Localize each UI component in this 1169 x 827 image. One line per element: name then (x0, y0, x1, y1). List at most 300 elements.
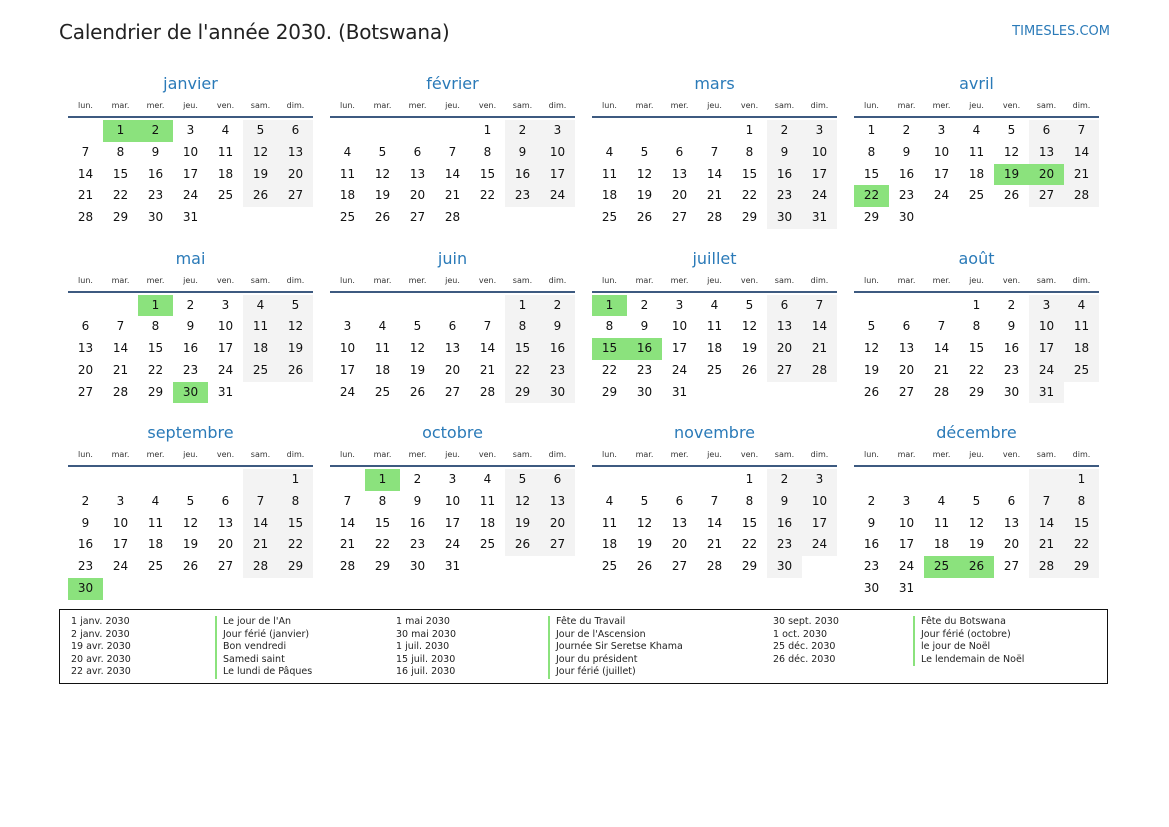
day-cell[interactable]: 17 (933, 166, 950, 181)
holiday-day-cell[interactable]: 1 (592, 295, 627, 317)
day-cell[interactable]: 2 (640, 297, 649, 312)
day-cell[interactable]: 26 (278, 360, 313, 382)
day-cell[interactable]: 2 (505, 120, 540, 142)
day-cell[interactable]: 11 (933, 515, 950, 530)
day-cell[interactable]: 23 (898, 188, 915, 203)
day-cell[interactable]: 19 (968, 537, 985, 552)
day-cell[interactable]: 22 (741, 188, 758, 203)
day-cell[interactable]: 7 (243, 491, 278, 513)
day-cell[interactable]: 16 (182, 341, 199, 356)
day-cell[interactable]: 25 (243, 360, 278, 382)
day-cell[interactable]: 11 (968, 144, 985, 159)
day-cell[interactable]: 20 (540, 513, 575, 535)
day-cell[interactable]: 17 (802, 513, 837, 535)
day-cell[interactable]: 28 (243, 556, 278, 578)
day-cell[interactable]: 29 (741, 559, 758, 574)
day-cell[interactable]: 6 (81, 319, 90, 334)
day-cell[interactable]: 29 (278, 556, 313, 578)
day-cell[interactable]: 21 (706, 537, 723, 552)
day-cell[interactable]: 22 (112, 188, 129, 203)
day-cell[interactable]: 8 (378, 493, 387, 508)
day-cell[interactable]: 3 (186, 123, 195, 137)
day-cell[interactable]: 27 (767, 360, 802, 382)
day-cell[interactable]: 11 (479, 493, 496, 508)
day-cell[interactable]: 26 (409, 384, 426, 399)
day-cell[interactable]: 1 (745, 123, 754, 137)
day-cell[interactable]: 13 (671, 166, 688, 181)
day-cell[interactable]: 14 (243, 513, 278, 535)
day-cell[interactable]: 4 (605, 144, 614, 159)
day-cell[interactable]: 18 (147, 537, 164, 552)
holiday-day-cell[interactable]: 30 (68, 578, 103, 600)
day-cell[interactable]: 12 (968, 515, 985, 530)
day-cell[interactable]: 15 (741, 166, 758, 181)
day-cell[interactable]: 9 (81, 515, 90, 530)
day-cell[interactable]: 28 (479, 384, 496, 399)
day-cell[interactable]: 5 (640, 493, 649, 508)
day-cell[interactable]: 20 (898, 362, 915, 377)
day-cell[interactable]: 28 (444, 210, 461, 225)
day-cell[interactable]: 2 (81, 493, 90, 508)
day-cell[interactable]: 9 (151, 144, 160, 159)
day-cell[interactable]: 8 (483, 144, 492, 159)
day-cell[interactable]: 22 (1064, 534, 1099, 556)
day-cell[interactable]: 10 (802, 491, 837, 513)
day-cell[interactable]: 18 (968, 166, 985, 181)
day-cell[interactable]: 28 (112, 384, 129, 399)
day-cell[interactable]: 13 (444, 341, 461, 356)
holiday-day-cell[interactable]: 2 (138, 120, 173, 142)
day-cell[interactable]: 1 (972, 297, 981, 312)
day-cell[interactable]: 18 (479, 515, 496, 530)
holiday-day-cell[interactable]: 16 (627, 338, 662, 360)
day-cell[interactable]: 1 (867, 123, 876, 137)
day-cell[interactable]: 19 (182, 537, 199, 552)
day-cell[interactable]: 1 (505, 295, 540, 317)
day-cell[interactable]: 20 (767, 338, 802, 360)
day-cell[interactable]: 31 (444, 559, 461, 574)
day-cell[interactable]: 12 (741, 319, 758, 334)
day-cell[interactable]: 7 (343, 493, 352, 508)
day-cell[interactable]: 3 (116, 493, 125, 508)
day-cell[interactable]: 7 (116, 319, 125, 334)
day-cell[interactable]: 13 (1003, 515, 1020, 530)
day-cell[interactable]: 12 (409, 341, 426, 356)
day-cell[interactable]: 11 (601, 166, 618, 181)
day-cell[interactable]: 12 (636, 515, 653, 530)
day-cell[interactable]: 16 (1003, 341, 1020, 356)
day-cell[interactable]: 16 (863, 537, 880, 552)
day-cell[interactable]: 2 (867, 493, 876, 508)
day-cell[interactable]: 20 (217, 537, 234, 552)
day-cell[interactable]: 22 (505, 360, 540, 382)
day-cell[interactable]: 5 (505, 469, 540, 491)
day-cell[interactable]: 24 (671, 362, 688, 377)
holiday-day-cell[interactable]: 15 (592, 338, 627, 360)
day-cell[interactable]: 9 (640, 319, 649, 334)
day-cell[interactable]: 27 (409, 210, 426, 225)
day-cell[interactable]: 24 (217, 362, 234, 377)
day-cell[interactable]: 27 (278, 185, 313, 207)
day-cell[interactable]: 15 (505, 338, 540, 360)
day-cell[interactable]: 30 (1003, 384, 1020, 399)
day-cell[interactable]: 4 (483, 472, 492, 486)
day-cell[interactable]: 8 (505, 316, 540, 338)
day-cell[interactable]: 15 (968, 341, 985, 356)
day-cell[interactable]: 23 (767, 185, 802, 207)
day-cell[interactable]: 16 (409, 515, 426, 530)
day-cell[interactable]: 21 (1029, 534, 1064, 556)
day-cell[interactable]: 18 (374, 362, 391, 377)
day-cell[interactable]: 9 (413, 493, 422, 508)
day-cell[interactable]: 25 (1064, 360, 1099, 382)
day-cell[interactable]: 6 (221, 493, 230, 508)
day-cell[interactable]: 11 (1064, 316, 1099, 338)
day-cell[interactable]: 27 (1029, 185, 1064, 207)
day-cell[interactable]: 13 (898, 341, 915, 356)
day-cell[interactable]: 23 (540, 360, 575, 382)
day-cell[interactable]: 27 (1003, 559, 1020, 574)
day-cell[interactable]: 3 (448, 472, 457, 486)
day-cell[interactable]: 18 (1064, 338, 1099, 360)
day-cell[interactable]: 18 (217, 166, 234, 181)
day-cell[interactable]: 25 (968, 188, 985, 203)
day-cell[interactable]: 28 (706, 210, 723, 225)
day-cell[interactable]: 17 (339, 362, 356, 377)
day-cell[interactable]: 3 (675, 297, 684, 312)
day-cell[interactable]: 15 (112, 166, 129, 181)
day-cell[interactable]: 29 (374, 559, 391, 574)
day-cell[interactable]: 3 (802, 469, 837, 491)
day-cell[interactable]: 12 (243, 142, 278, 164)
day-cell[interactable]: 28 (1029, 556, 1064, 578)
day-cell[interactable]: 24 (802, 185, 837, 207)
day-cell[interactable]: 3 (221, 297, 230, 312)
day-cell[interactable]: 3 (937, 123, 946, 137)
day-cell[interactable]: 13 (671, 515, 688, 530)
day-cell[interactable]: 16 (77, 537, 94, 552)
day-cell[interactable]: 27 (77, 384, 94, 399)
day-cell[interactable]: 13 (278, 142, 313, 164)
day-cell[interactable]: 21 (339, 537, 356, 552)
day-cell[interactable]: 10 (339, 341, 356, 356)
day-cell[interactable]: 30 (636, 384, 653, 399)
day-cell[interactable]: 5 (243, 120, 278, 142)
day-cell[interactable]: 25 (601, 210, 618, 225)
day-cell[interactable]: 19 (505, 513, 540, 535)
holiday-day-cell[interactable]: 20 (1029, 164, 1064, 186)
day-cell[interactable]: 6 (675, 144, 684, 159)
day-cell[interactable]: 19 (243, 164, 278, 186)
day-cell[interactable]: 3 (1029, 295, 1064, 317)
day-cell[interactable]: 10 (182, 144, 199, 159)
day-cell[interactable]: 14 (802, 316, 837, 338)
day-cell[interactable]: 29 (968, 384, 985, 399)
day-cell[interactable]: 16 (898, 166, 915, 181)
day-cell[interactable]: 14 (339, 515, 356, 530)
holiday-day-cell[interactable]: 22 (854, 185, 889, 207)
day-cell[interactable]: 18 (243, 338, 278, 360)
day-cell[interactable]: 19 (636, 188, 653, 203)
day-cell[interactable]: 15 (374, 515, 391, 530)
day-cell[interactable]: 30 (898, 210, 915, 225)
day-cell[interactable]: 25 (706, 362, 723, 377)
day-cell[interactable]: 13 (540, 491, 575, 513)
day-cell[interactable]: 21 (933, 362, 950, 377)
day-cell[interactable]: 18 (601, 188, 618, 203)
day-cell[interactable]: 26 (863, 384, 880, 399)
day-cell[interactable]: 11 (243, 316, 278, 338)
day-cell[interactable]: 2 (1007, 297, 1016, 312)
day-cell[interactable]: 9 (186, 319, 195, 334)
day-cell[interactable]: 25 (147, 559, 164, 574)
day-cell[interactable]: 12 (863, 341, 880, 356)
day-cell[interactable]: 11 (601, 515, 618, 530)
day-cell[interactable]: 4 (151, 493, 160, 508)
day-cell[interactable]: 9 (767, 491, 802, 513)
holiday-day-cell[interactable]: 30 (173, 382, 208, 404)
day-cell[interactable]: 28 (339, 559, 356, 574)
day-cell[interactable]: 17 (898, 537, 915, 552)
day-cell[interactable]: 12 (1003, 144, 1020, 159)
day-cell[interactable]: 1 (745, 472, 754, 486)
day-cell[interactable]: 10 (540, 142, 575, 164)
day-cell[interactable]: 31 (898, 580, 915, 595)
day-cell[interactable]: 10 (802, 142, 837, 164)
day-cell[interactable]: 20 (1003, 537, 1020, 552)
day-cell[interactable]: 17 (802, 164, 837, 186)
day-cell[interactable]: 22 (968, 362, 985, 377)
day-cell[interactable]: 28 (77, 210, 94, 225)
day-cell[interactable]: 10 (933, 144, 950, 159)
day-cell[interactable]: 5 (378, 144, 387, 159)
day-cell[interactable]: 28 (706, 559, 723, 574)
day-cell[interactable]: 5 (413, 319, 422, 334)
day-cell[interactable]: 7 (710, 493, 719, 508)
day-cell[interactable]: 3 (802, 120, 837, 142)
day-cell[interactable]: 17 (182, 166, 199, 181)
day-cell[interactable]: 9 (867, 515, 876, 530)
day-cell[interactable]: 22 (278, 534, 313, 556)
day-cell[interactable]: 6 (540, 469, 575, 491)
day-cell[interactable]: 5 (640, 144, 649, 159)
day-cell[interactable]: 21 (243, 534, 278, 556)
day-cell[interactable]: 20 (444, 362, 461, 377)
day-cell[interactable]: 6 (1029, 120, 1064, 142)
day-cell[interactable]: 2 (902, 123, 911, 137)
day-cell[interactable]: 23 (863, 559, 880, 574)
day-cell[interactable]: 6 (1007, 493, 1016, 508)
day-cell[interactable]: 7 (1029, 491, 1064, 513)
day-cell[interactable]: 5 (972, 493, 981, 508)
day-cell[interactable]: 27 (671, 559, 688, 574)
holiday-day-cell[interactable]: 1 (103, 120, 138, 142)
day-cell[interactable]: 9 (767, 142, 802, 164)
day-cell[interactable]: 18 (339, 188, 356, 203)
day-cell[interactable]: 22 (601, 362, 618, 377)
day-cell[interactable]: 3 (902, 493, 911, 508)
day-cell[interactable]: 7 (710, 144, 719, 159)
holiday-day-cell[interactable]: 1 (365, 469, 400, 491)
day-cell[interactable]: 8 (745, 144, 754, 159)
day-cell[interactable]: 24 (112, 559, 129, 574)
day-cell[interactable]: 12 (374, 166, 391, 181)
day-cell[interactable]: 10 (1029, 316, 1064, 338)
day-cell[interactable]: 11 (147, 515, 164, 530)
day-cell[interactable]: 16 (540, 338, 575, 360)
day-cell[interactable]: 8 (278, 491, 313, 513)
day-cell[interactable]: 5 (745, 297, 754, 312)
day-cell[interactable]: 21 (802, 338, 837, 360)
day-cell[interactable]: 4 (605, 493, 614, 508)
day-cell[interactable]: 2 (767, 469, 802, 491)
day-cell[interactable]: 16 (767, 164, 802, 186)
day-cell[interactable]: 13 (77, 341, 94, 356)
day-cell[interactable]: 14 (1029, 513, 1064, 535)
day-cell[interactable]: 29 (863, 210, 880, 225)
day-cell[interactable]: 24 (898, 559, 915, 574)
day-cell[interactable]: 14 (444, 166, 461, 181)
holiday-day-cell[interactable]: 26 (959, 556, 994, 578)
day-cell[interactable]: 5 (186, 493, 195, 508)
day-cell[interactable]: 13 (767, 316, 802, 338)
day-cell[interactable]: 16 (505, 164, 540, 186)
day-cell[interactable]: 2 (186, 297, 195, 312)
day-cell[interactable]: 30 (863, 580, 880, 595)
day-cell[interactable]: 17 (217, 341, 234, 356)
day-cell[interactable]: 30 (767, 556, 802, 578)
day-cell[interactable]: 29 (505, 382, 540, 404)
day-cell[interactable]: 9 (540, 316, 575, 338)
day-cell[interactable]: 29 (112, 210, 129, 225)
day-cell[interactable]: 10 (444, 493, 461, 508)
day-cell[interactable]: 18 (601, 537, 618, 552)
day-cell[interactable]: 3 (540, 120, 575, 142)
day-cell[interactable]: 10 (898, 515, 915, 530)
day-cell[interactable]: 9 (902, 144, 911, 159)
day-cell[interactable]: 8 (605, 319, 614, 334)
day-cell[interactable]: 24 (444, 537, 461, 552)
day-cell[interactable]: 27 (898, 384, 915, 399)
day-cell[interactable]: 4 (937, 493, 946, 508)
day-cell[interactable]: 23 (182, 362, 199, 377)
day-cell[interactable]: 24 (802, 534, 837, 556)
day-cell[interactable]: 8 (151, 319, 160, 334)
day-cell[interactable]: 4 (1064, 295, 1099, 317)
day-cell[interactable]: 20 (671, 188, 688, 203)
day-cell[interactable]: 5 (278, 295, 313, 317)
day-cell[interactable]: 26 (1003, 188, 1020, 203)
day-cell[interactable]: 10 (112, 515, 129, 530)
day-cell[interactable]: 11 (339, 166, 356, 181)
day-cell[interactable]: 15 (278, 513, 313, 535)
day-cell[interactable]: 6 (448, 319, 457, 334)
day-cell[interactable]: 28 (802, 360, 837, 382)
day-cell[interactable]: 14 (706, 166, 723, 181)
day-cell[interactable]: 26 (182, 559, 199, 574)
day-cell[interactable]: 4 (343, 144, 352, 159)
day-cell[interactable]: 23 (636, 362, 653, 377)
day-cell[interactable]: 31 (802, 207, 837, 229)
day-cell[interactable]: 2 (767, 120, 802, 142)
day-cell[interactable]: 13 (217, 515, 234, 530)
day-cell[interactable]: 14 (706, 515, 723, 530)
day-cell[interactable]: 6 (278, 120, 313, 142)
day-cell[interactable]: 6 (675, 493, 684, 508)
day-cell[interactable]: 8 (1064, 491, 1099, 513)
day-cell[interactable]: 7 (81, 144, 90, 159)
day-cell[interactable]: 27 (671, 210, 688, 225)
day-cell[interactable]: 31 (671, 384, 688, 399)
day-cell[interactable]: 18 (933, 537, 950, 552)
day-cell[interactable]: 9 (1007, 319, 1016, 334)
day-cell[interactable]: 26 (374, 210, 391, 225)
day-cell[interactable]: 29 (601, 384, 618, 399)
day-cell[interactable]: 25 (374, 384, 391, 399)
day-cell[interactable]: 5 (867, 319, 876, 334)
day-cell[interactable]: 8 (867, 144, 876, 159)
day-cell[interactable]: 23 (77, 559, 94, 574)
day-cell[interactable]: 21 (479, 362, 496, 377)
day-cell[interactable]: 14 (112, 341, 129, 356)
day-cell[interactable]: 22 (741, 537, 758, 552)
day-cell[interactable]: 17 (112, 537, 129, 552)
day-cell[interactable]: 29 (741, 210, 758, 225)
day-cell[interactable]: 24 (540, 185, 575, 207)
day-cell[interactable]: 23 (767, 534, 802, 556)
day-cell[interactable]: 12 (505, 491, 540, 513)
day-cell[interactable]: 10 (671, 319, 688, 334)
day-cell[interactable]: 1 (483, 123, 492, 137)
day-cell[interactable]: 8 (116, 144, 125, 159)
day-cell[interactable]: 26 (243, 185, 278, 207)
day-cell[interactable]: 4 (221, 123, 230, 137)
holiday-day-cell[interactable]: 1 (138, 295, 173, 317)
day-cell[interactable]: 14 (1064, 142, 1099, 164)
day-cell[interactable]: 2 (540, 295, 575, 317)
day-cell[interactable]: 11 (217, 144, 234, 159)
day-cell[interactable]: 30 (767, 207, 802, 229)
day-cell[interactable]: 7 (483, 319, 492, 334)
day-cell[interactable]: 8 (745, 493, 754, 508)
day-cell[interactable]: 19 (278, 338, 313, 360)
day-cell[interactable]: 9 (505, 142, 540, 164)
day-cell[interactable]: 21 (1064, 164, 1099, 186)
day-cell[interactable]: 20 (278, 164, 313, 186)
day-cell[interactable]: 22 (374, 537, 391, 552)
day-cell[interactable]: 26 (741, 362, 758, 377)
day-cell[interactable]: 14 (933, 341, 950, 356)
day-cell[interactable]: 1 (278, 469, 313, 491)
day-cell[interactable]: 5 (1007, 123, 1016, 137)
day-cell[interactable]: 27 (444, 384, 461, 399)
day-cell[interactable]: 25 (479, 537, 496, 552)
day-cell[interactable]: 15 (741, 515, 758, 530)
holiday-day-cell[interactable]: 25 (924, 556, 959, 578)
day-cell[interactable]: 21 (444, 188, 461, 203)
day-cell[interactable]: 21 (112, 362, 129, 377)
day-cell[interactable]: 23 (147, 188, 164, 203)
day-cell[interactable]: 15 (479, 166, 496, 181)
day-cell[interactable]: 20 (409, 188, 426, 203)
day-cell[interactable]: 31 (1029, 382, 1064, 404)
day-cell[interactable]: 3 (343, 319, 352, 334)
brand-link[interactable]: TIMESLES.COM (1012, 24, 1110, 39)
day-cell[interactable]: 23 (1003, 362, 1020, 377)
day-cell[interactable]: 25 (601, 559, 618, 574)
day-cell[interactable]: 29 (147, 384, 164, 399)
day-cell[interactable]: 21 (77, 188, 94, 203)
